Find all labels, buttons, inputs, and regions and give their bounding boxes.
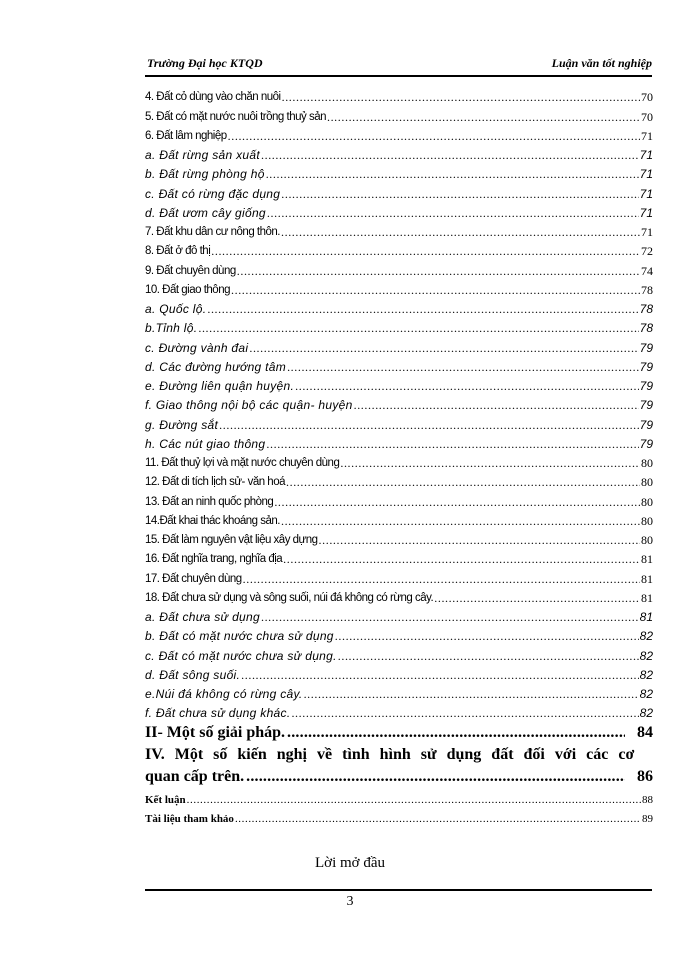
toc-entry-page: 81 (639, 610, 653, 624)
toc-entry-title: 4. Đất cỏ dùng vào chăn nuôi (145, 91, 281, 104)
next-section-title: Lời mở đầu (314, 855, 386, 871)
toc-entry[interactable] (145, 279, 653, 298)
toc-section-4-line2: quan cấp trên. (145, 768, 245, 786)
toc-entry-page: 82 (639, 648, 653, 663)
toc-entry-page: 81 (641, 590, 653, 605)
toc-leader-dots (319, 533, 640, 548)
toc-entry-page: 71 (639, 148, 653, 162)
toc-entry-page: 81 (641, 552, 653, 567)
toc-section-2-title: II- Một số giải pháp. (145, 724, 286, 742)
toc-entry-title: b. Đất có mặt nước chưa sử dụng (145, 629, 334, 644)
toc-leader-dots (274, 495, 640, 510)
toc-leader-dots (354, 398, 639, 413)
toc-leader-dots (281, 225, 640, 240)
toc-entry[interactable] (145, 221, 653, 240)
toc-entries (145, 86, 653, 721)
toc-leader-dots (295, 379, 639, 394)
toc-leader-dots (235, 812, 641, 827)
toc-entry[interactable] (145, 356, 653, 375)
toc-leader-dots (249, 341, 638, 356)
toc-entry[interactable] (145, 394, 653, 413)
toc-entry-title: h. Các nút giao thông (145, 436, 266, 451)
toc-leader-dots (246, 767, 625, 787)
toc-entry-page: 79 (639, 379, 653, 393)
toc-leader-dots (281, 187, 638, 202)
toc-leader-dots (207, 302, 638, 317)
toc-entry-page: 70 (641, 109, 653, 124)
toc-entry-page: 80 (641, 494, 653, 509)
toc-entry-page: 82 (639, 667, 653, 682)
toc-entry[interactable] (145, 144, 653, 163)
toc-entry-title: d. Các đường hướng tâm (145, 359, 287, 374)
toc-leader-dots (231, 283, 640, 298)
running-header (147, 51, 652, 71)
toc-section-2[interactable] (145, 723, 653, 743)
toc-entry-title: 6. Đất lâm nghiệp (145, 129, 227, 142)
toc-leader-dots (243, 572, 640, 587)
toc-entry[interactable] (145, 125, 653, 144)
header-university: Trường Đại học KTQD (147, 56, 263, 70)
toc-entry-title: c. Đất có rừng đặc dụng (145, 186, 281, 201)
toc-leader-dots (287, 360, 639, 375)
toc-entry-page: 79 (639, 340, 653, 355)
toc-entry[interactable] (145, 452, 653, 471)
toc-leader-dots (267, 206, 639, 221)
toc-entry-page: 82 (639, 629, 653, 644)
toc-entry-title: 15. Đất làm nguyên vật liệu xây dựng (145, 534, 318, 546)
toc-leader-dots (187, 793, 641, 808)
toc-entry-title: e.Núi đá không có rừng cây. (145, 687, 303, 701)
toc-entry-title: b. Đất rừng phòng hộ (145, 167, 265, 182)
toc-entry-page: 89 (642, 812, 653, 825)
toc-entry-title: g. Đường sắt (145, 417, 219, 432)
toc-entry-page: 71 (641, 128, 653, 143)
toc-entry-title: 8. Đất ở đô thị (145, 245, 211, 258)
toc-entry-page: 78 (639, 321, 653, 336)
toc-section-4[interactable] (145, 745, 653, 787)
toc-entry-page: 79 (639, 436, 653, 451)
toc-leader-dots (261, 148, 639, 163)
toc-entry-page: 71 (641, 225, 653, 239)
toc-leader-dots (287, 723, 625, 743)
toc-entry-page: 81 (641, 571, 653, 586)
header-thesis-label: Luận văn tốt nghiệp (551, 56, 652, 70)
toc-entry-title: 7. Đất khu dân cư nông thôn. (145, 226, 280, 238)
toc-entry[interactable] (145, 606, 653, 625)
toc-entry[interactable] (145, 433, 653, 452)
toc-entry[interactable] (145, 471, 653, 490)
toc-entry-title: 12. Đất di tích lịch sử- văn hoá (145, 476, 285, 489)
toc-entry-page: 79 (639, 398, 653, 413)
toc-entry[interactable] (145, 644, 653, 663)
toc-entry-title: 13. Đất an ninh quốc phòng (145, 495, 274, 508)
toc-entry-title: f. Giao thông nội bộ các quận- huyện (145, 398, 353, 413)
toc-entry-title: b.Tỉnh lộ. (145, 321, 198, 336)
toc-leader-dots (198, 321, 638, 336)
toc-entry[interactable] (145, 683, 653, 702)
toc-entry-title: 10. Đất giao thông (145, 283, 230, 296)
toc-entry-title: e. Đường liên quận huyện. (145, 379, 295, 393)
toc-entry-title: 5. Đất có mặt nước nuôi trồng thuỷ sản (145, 110, 326, 123)
toc-entry[interactable] (145, 105, 653, 124)
toc-leader-dots (291, 706, 638, 721)
toc-leader-dots (237, 264, 640, 279)
footer-divider (145, 889, 652, 891)
toc-entry[interactable] (145, 587, 653, 606)
toc-entry-title: a. Đất rừng sản xuất (145, 148, 260, 162)
toc-entry[interactable] (145, 259, 653, 278)
toc-entry-title: d. Đất sông suối. (145, 667, 241, 682)
toc-entry[interactable] (145, 788, 653, 807)
toc-entry-title: c. Đường vành đai (145, 340, 249, 355)
toc-entry[interactable] (145, 375, 653, 394)
toc-entry-page: 71 (639, 186, 653, 201)
toc-entry-title: d. Đất ươm cây giống (145, 205, 266, 220)
toc-entry[interactable] (145, 529, 653, 548)
toc-entry-page: 80 (641, 475, 653, 490)
toc-entry-page: 88 (642, 793, 653, 806)
toc-entry[interactable] (145, 86, 653, 105)
toc-entry[interactable] (145, 548, 653, 567)
toc-entry[interactable] (145, 510, 653, 529)
toc-leader-dots (261, 610, 639, 625)
table-of-contents (145, 86, 653, 827)
toc-leader-dots (228, 129, 640, 144)
toc-entry-page: 82 (639, 687, 653, 701)
toc-entry[interactable] (145, 625, 653, 644)
toc-section-2-page: 84 (637, 724, 653, 742)
toc-entry-page: 79 (639, 417, 653, 432)
toc-entry[interactable] (145, 490, 653, 509)
toc-leader-dots (327, 110, 640, 125)
toc-entry[interactable] (145, 298, 653, 317)
toc-entry[interactable] (145, 336, 653, 355)
toc-entry[interactable] (145, 702, 653, 721)
toc-entry-title: 16. Đất nghĩa trang, nghĩa địa (145, 553, 283, 566)
toc-leader-dots (266, 167, 639, 182)
toc-entry[interactable] (145, 413, 653, 432)
toc-leader-dots (335, 629, 639, 644)
toc-leader-dots (241, 668, 638, 683)
toc-entry[interactable] (145, 664, 653, 683)
toc-entry[interactable] (145, 567, 653, 586)
toc-leader-dots (266, 437, 638, 452)
header-divider (145, 75, 652, 77)
toc-entry-title: 17. Đất chuyên dùng (145, 572, 242, 585)
toc-leader-dots (340, 456, 640, 471)
toc-entry-title: 11. Đất thuỷ lợi và mặt nước chuyên dùng (145, 457, 340, 469)
toc-entry-page: 78 (639, 302, 653, 316)
toc-entry-title: c. Đất có mặt nước chưa sử dụng. (145, 648, 337, 663)
toc-leader-dots (282, 90, 640, 105)
toc-leader-dots (281, 514, 640, 529)
toc-entry-page: 80 (641, 533, 653, 547)
toc-entry-page: 71 (639, 205, 653, 220)
toc-entry-page: 70 (641, 90, 653, 105)
toc-entry[interactable] (145, 808, 653, 827)
toc-entry-title: 14.Đất khai thác khoáng sản. (145, 514, 280, 527)
toc-entry[interactable] (145, 202, 653, 221)
toc-entry-title: a. Quốc lộ. (145, 302, 207, 316)
toc-entry-title: f. Đất chưa sử dụng khác. (145, 706, 291, 721)
toc-leader-dots (304, 687, 639, 702)
toc-entry-title: 9. Đất chuyên dùng (145, 264, 236, 277)
toc-leader-dots (434, 591, 640, 606)
toc-entry-title: Tài liệu tham khảo (145, 812, 234, 825)
toc-entry-page: 74 (641, 263, 653, 278)
toc-entry-title: Kết luận (145, 793, 186, 806)
toc-entry-page: 78 (641, 282, 653, 297)
toc-section-4-page: 86 (637, 768, 653, 786)
toc-section-4-line1: IV. Một số kiến nghị về tình hình sử dụng đất đối với các cơ (145, 746, 635, 764)
toc-entry[interactable] (145, 163, 653, 182)
toc-entry-page: 82 (639, 706, 653, 721)
toc-entry-page: 72 (641, 244, 653, 259)
toc-tail-entries (145, 788, 653, 827)
toc-leader-dots (219, 418, 638, 433)
toc-leader-dots (283, 552, 640, 567)
page-number: 3 (346, 894, 354, 909)
toc-entry-page: 80 (641, 456, 653, 470)
toc-leader-dots (338, 649, 639, 664)
toc-entry-page: 79 (639, 359, 653, 374)
toc-entry[interactable] (145, 240, 653, 259)
toc-entry-page: 80 (641, 513, 653, 528)
toc-entry-title: a. Đất chưa sử dụng (145, 610, 260, 624)
toc-entry-page: 71 (639, 167, 653, 182)
toc-leader-dots (286, 475, 640, 490)
toc-entry[interactable] (145, 317, 653, 336)
toc-leader-dots (211, 244, 640, 259)
toc-entry-title: 18. Đất chưa sử dụng và sông suối, núi đá không có rừng cây. (145, 591, 434, 604)
toc-entry[interactable] (145, 182, 653, 201)
